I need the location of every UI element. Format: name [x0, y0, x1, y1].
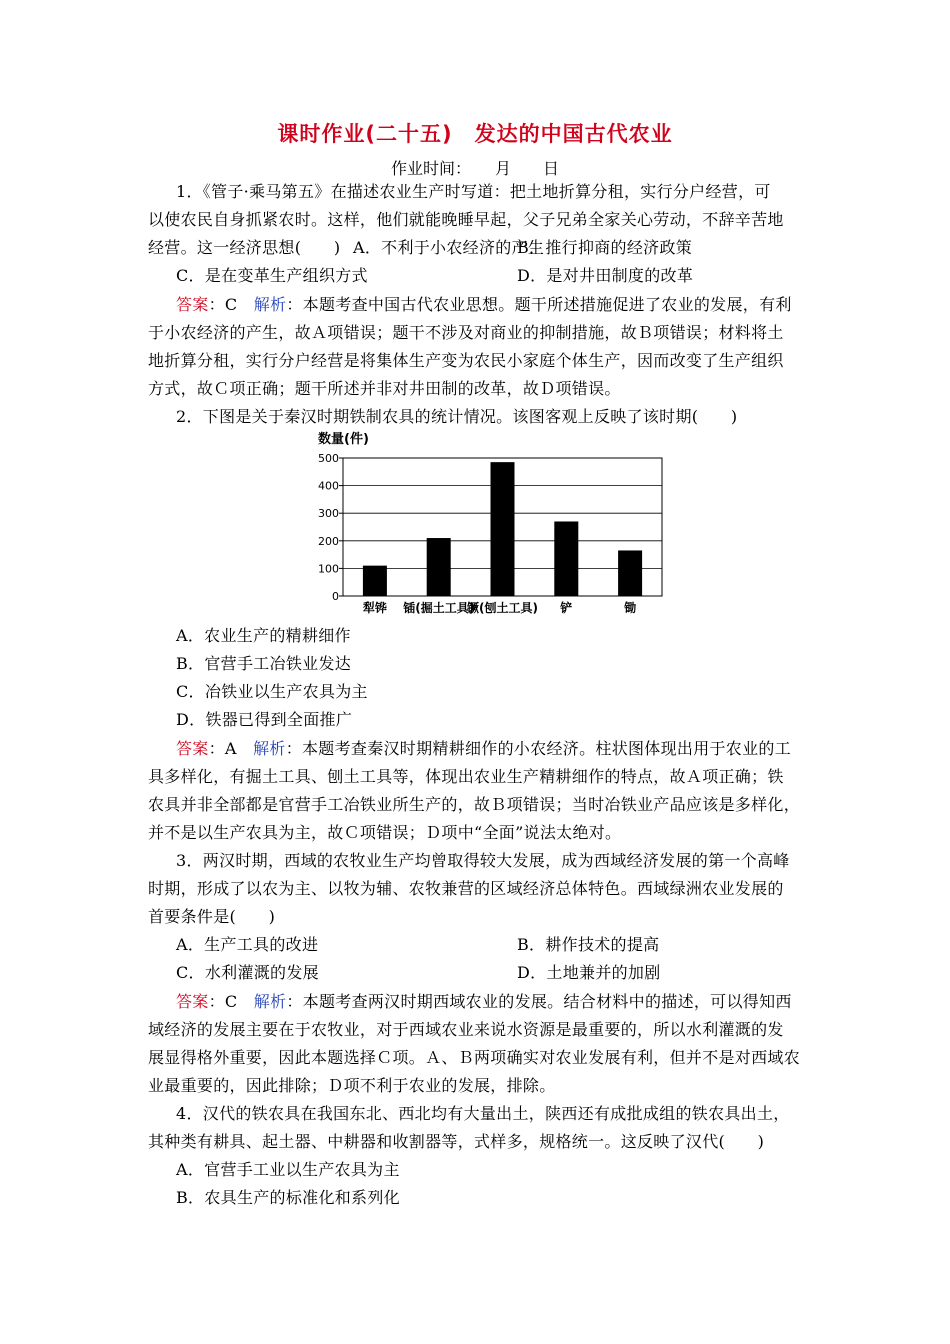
q3-answer-line: [176, 988, 836, 1016]
x-tick-label: 铲: [560, 601, 573, 615]
q1-option-d: D．是对井田制度的改革: [517, 266, 694, 285]
x-tick-label: 锸(掘土工具): [403, 601, 475, 615]
q1-analysis-line-2: 于小农经济的产生，故Ａ项错误；题干不涉及对商业的抑制措施，故Ｂ项错误；材料将土: [148, 323, 784, 342]
q4-option-a: A．官营手工业以生产农具为主: [176, 1160, 400, 1179]
q3-option-a: A．生产工具的改进: [176, 935, 319, 954]
y-tick-label: 300: [318, 507, 339, 521]
analysis-label: 解析: [253, 992, 287, 1011]
bar: [491, 462, 515, 596]
bar: [554, 521, 578, 596]
q3-option-c: C．水利灌溉的发展: [176, 963, 319, 982]
analysis-label: 解析: [253, 739, 286, 758]
q2-option-b: B．官营手工冶铁业发达: [176, 654, 352, 673]
q3-analysis-line-4: 业最重要的，因此排除；Ｄ项不利于农业的发展，排除。: [148, 1076, 556, 1095]
q2-analysis-line-2: 具多样化，有掘土工具、刨土工具等，体现出农业生产精耕细作的特点，故Ａ项正确；铁: [148, 767, 784, 786]
y-tick-label: 400: [318, 479, 339, 493]
y-tick-label: 200: [318, 534, 339, 548]
q3-option-d: D．土地兼并的加剧: [517, 963, 661, 982]
q3-analysis-line-3: 展显得格外重要，因此本题选择Ｃ项。Ａ、Ｂ两项确实对农业发展有利，但并不是对西域农: [148, 1048, 801, 1067]
q1-answer-line: [176, 291, 836, 319]
q1-analysis-line-3: 地折算分租，实行分户经营是将集体生产变为农民小家庭个体生产，因而改变了生产组织: [148, 351, 784, 370]
q2-answer-line: [176, 735, 836, 763]
answer-value: ：C: [208, 992, 254, 1011]
analysis-text: ：本题考查中国古代农业思想。题干所述措施促进了农业的发展，有利: [286, 295, 792, 314]
q3-analysis-line-2: 域经济的发展主要在于农牧业，对于西域农业来说水资源是最重要的，所以水利灌溉的发: [148, 1020, 784, 1039]
y-tick-label: 100: [318, 562, 339, 576]
answer-label: 答案: [176, 992, 209, 1011]
bar: [363, 566, 387, 596]
homework-date-line: 作业时间： 月 日: [390, 159, 559, 178]
q2-option-d: D．铁器已得到全面推广: [176, 710, 353, 729]
answer-label: 答案: [176, 739, 209, 758]
q2-option-a: A．农业生产的精耕细作: [176, 626, 351, 645]
analysis-text: ：本题考查两汉时期西域农业的发展。结合材料中的描述，可以得知西: [286, 992, 792, 1011]
y-tick-label: 0: [332, 590, 339, 603]
q1-stem-line-3: 经营。这一经济思想( ): [148, 238, 341, 257]
bar: [618, 550, 642, 596]
analysis-label: 解析: [253, 295, 287, 314]
q3-stem-line-2: 时期，形成了以农为主、以牧为辅、农牧兼营的区域经济总体特色。西域绿洲农业发展的: [148, 879, 784, 898]
q2-analysis-line-4: 并不是以生产农具为主，故Ｃ项错误；Ｄ项中“全面”说法太绝对。: [148, 823, 622, 842]
answer-label: 答案: [176, 295, 209, 314]
analysis-text: ：本题考查秦汉时期精耕细作的小农经济。柱状图体现出用于农业的工: [285, 739, 791, 758]
x-tick-label: 锄: [624, 601, 637, 615]
q1-analysis-line-4: 方式，故Ｃ项正确；题干所述并非对井田制的改革，故Ｄ项错误。: [148, 379, 621, 398]
q3-stem-line-3: 首要条件是( ): [148, 907, 276, 926]
q1-option-a: A．不利于小农经济的产生: [353, 238, 545, 257]
y-axis-title: 数量(件): [318, 432, 369, 447]
q3-option-b: B．耕作技术的提高: [517, 935, 660, 954]
answer-value: ：A: [208, 739, 254, 758]
q4-stem-line-2: 其种类有耕具、起土器、中耕器和收割器等，式样多，规格统一。这反映了汉代( ): [148, 1132, 765, 1151]
q2-option-c: C．冶铁业以生产农具为主: [176, 682, 368, 701]
page-title: 课时作业(二十五) 发达的中国古代农业: [277, 122, 673, 146]
q2-analysis-line-3: 农具并非全部都是官营手工冶铁业所生产的，故Ｂ项错误；当时冶铁业产品应该是多样化，: [148, 795, 801, 814]
q2-stem-line-1: 2．下图是关于秦汉时期铁制农具的统计情况。该图客观上反映了该时期( ): [176, 407, 738, 426]
x-tick-label: 犁铧: [362, 601, 387, 615]
q4-stem-line-1: 4．汉代的铁农具在我国东北、西北均有大量出土，陕西还有成批成组的铁农具出土，: [176, 1104, 790, 1123]
q1-stem-line-1: 1．《管子·乘马第五》在描述农业生产时写道：把土地折算分租，实行分户经营，可: [176, 182, 771, 201]
q3-stem-line-1: 3．两汉时期，西域的农牧业生产均曾取得较大发展，成为西域经济发展的第一个高峰: [176, 851, 790, 870]
answer-value: ：C: [208, 295, 254, 314]
iron-tools-bar-chart: [300, 428, 680, 624]
q4-option-b: B．农具生产的标准化和系列化: [176, 1188, 400, 1207]
q1-option-c: C．是在变革生产组织方式: [176, 266, 368, 285]
y-tick-label: 500: [318, 452, 339, 465]
q1-option-b: B．推行抑商的经济政策: [517, 238, 693, 257]
bar: [427, 538, 451, 596]
q1-stem-line-2: 以使农民自身抓紧农时。这样，他们就能晚睡早起，父子兄弟全家关心劳动，不辞辛苦地: [148, 210, 784, 229]
x-tick-label: 镢(刨土工具): [467, 601, 538, 615]
